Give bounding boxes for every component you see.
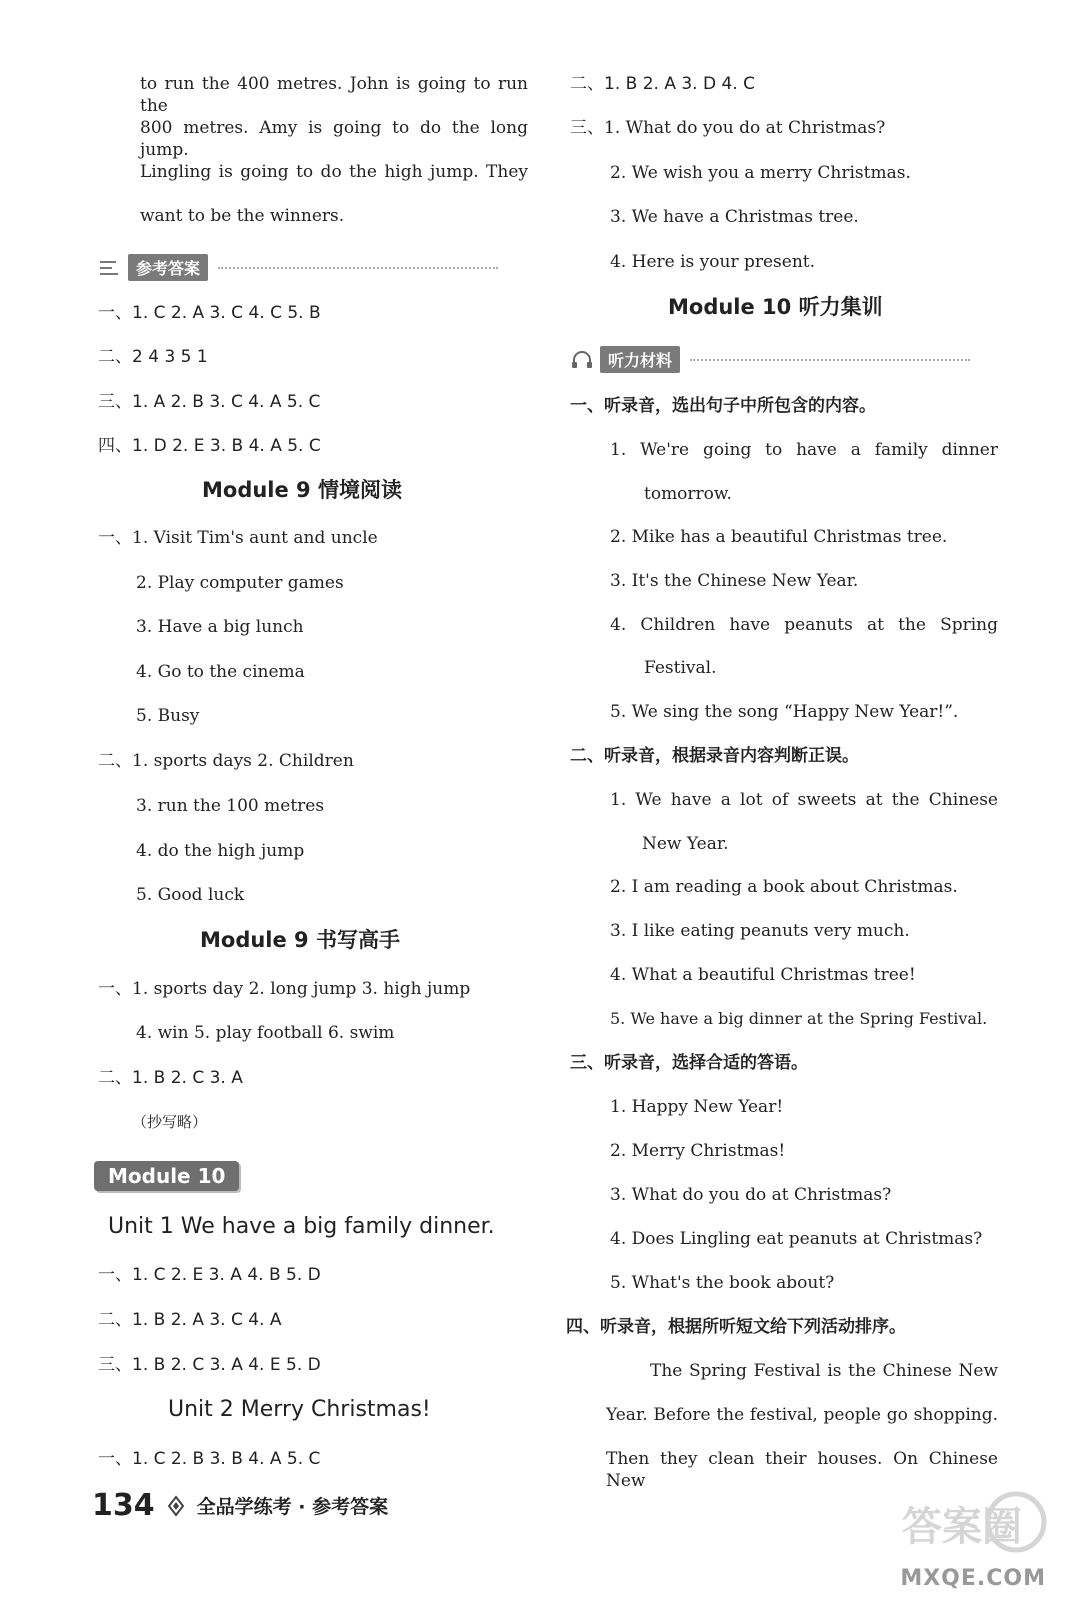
listening-tag xyxy=(570,346,970,373)
passage-line: 800 metres. Amy is going to do the long jump. xyxy=(140,118,528,160)
section-heading: 二、听录音，根据录音内容判断正误。 xyxy=(570,746,859,766)
answer-line: 3. We have a Christmas tree. xyxy=(610,207,859,227)
answer-line: 一、1. Visit Tim's aunt and uncle xyxy=(98,528,378,548)
answer-line: 二、1. sports days 2. Children xyxy=(98,751,354,771)
passage-line: Lingling is going to do the high jump. They xyxy=(140,162,528,182)
answer-line: 4. do the high jump xyxy=(136,841,305,861)
listening-line: 5. What's the book about? xyxy=(610,1273,835,1293)
listening-line: 1. We're going to have a family dinner xyxy=(610,440,998,460)
section-heading: 四、听录音，根据所听短文给下列活动排序。 xyxy=(566,1317,906,1337)
listening-line: 3. I like eating peanuts very much. xyxy=(610,921,910,941)
answer-line: 2. Play computer games xyxy=(136,573,344,593)
answer-line: 2. We wish you a merry Christmas. xyxy=(610,163,911,183)
list-icon xyxy=(98,258,122,278)
listening-line: 2. I am reading a book about Christmas. xyxy=(610,877,958,897)
listening-line: tomorrow. xyxy=(644,484,732,504)
listening-line: Festival. xyxy=(644,658,717,678)
answer-line: 三、1. What do you do at Christmas? xyxy=(570,118,886,138)
divider xyxy=(218,267,498,269)
section-title-m10-listening: Module 10 听力集训 xyxy=(668,295,883,319)
answer-line: 二、2 4 3 5 1 xyxy=(98,347,208,367)
listening-line: 2. Merry Christmas! xyxy=(610,1141,786,1161)
page-footer xyxy=(92,1488,388,1523)
answer-line: 一、1. C 2. B 3. B 4. A 5. C xyxy=(98,1449,321,1469)
book-title: 全品学练考 · 参考答案 xyxy=(196,1496,389,1518)
answer-line: 二、1. B 2. C 3. A xyxy=(98,1068,243,1088)
listening-line: 4. Does Lingling eat peanuts at Christmas? xyxy=(610,1229,983,1249)
answer-line: 一、1. C 2. E 3. A 4. B 5. D xyxy=(98,1265,321,1285)
answer-tag-label: 参考答案 xyxy=(128,254,208,281)
unit1-title: Unit 1 We have a big family dinner. xyxy=(108,1214,495,1239)
divider xyxy=(690,359,970,361)
listening-line: Year. Before the festival, people go shopping. xyxy=(606,1405,998,1425)
watermark-text: 答案圈 xyxy=(902,1504,1022,1550)
listening-line: The Spring Festival is the Chinese New xyxy=(650,1361,998,1381)
answer-line: 4. win 5. play football 6. swim xyxy=(136,1023,395,1043)
answer-line: 一、1. C 2. A 3. C 4. C 5. B xyxy=(98,303,321,323)
section-heading: 一、听录音，选出句子中所包含的内容。 xyxy=(570,396,876,416)
section-heading: 三、听录音，选择合适的答语。 xyxy=(570,1053,808,1073)
note: （抄写略） xyxy=(132,1113,208,1131)
answer-line: 二、1. B 2. A 3. D 4. C xyxy=(570,74,755,94)
answer-line: 四、1. D 2. E 3. B 4. A 5. C xyxy=(98,436,321,456)
listening-line: 4. What a beautiful Christmas tree! xyxy=(610,965,916,985)
answer-line: 二、1. B 2. A 3. C 4. A xyxy=(98,1310,282,1330)
listening-line: 5. We sing the song “Happy New Year!”. xyxy=(610,702,959,722)
module-badge: Module 10 xyxy=(94,1161,239,1191)
diamond-icon xyxy=(165,1495,187,1517)
listening-line: Then they clean their houses. On Chinese New xyxy=(606,1449,998,1491)
answer-line: 3. Have a big lunch xyxy=(136,617,304,637)
listening-line: 1. We have a lot of sweets at the Chinese xyxy=(610,790,998,810)
section-title-m9-reading: Module 9 情境阅读 xyxy=(202,478,402,502)
passage-line: want to be the winners. xyxy=(140,206,345,226)
answer-line: 三、1. B 2. C 3. A 4. E 5. D xyxy=(98,1355,321,1375)
answer-line: 5. Good luck xyxy=(136,885,245,905)
answer-line: 4. Go to the cinema xyxy=(136,662,305,682)
answer-line: 一、1. sports day 2. long jump 3. high jump xyxy=(98,979,471,999)
listening-tag-label: 听力材料 xyxy=(600,346,680,373)
watermark-url: MXQE.COM xyxy=(900,1566,1046,1591)
listening-line: 1. Happy New Year! xyxy=(610,1097,784,1117)
listening-line: 5. We have a big dinner at the Spring Festival. xyxy=(610,1009,988,1028)
unit2-title: Unit 2 Merry Christmas! xyxy=(168,1397,431,1422)
listening-line: 2. Mike has a beautiful Christmas tree. xyxy=(610,527,948,547)
listening-line: 3. It's the Chinese New Year. xyxy=(610,571,859,591)
listening-line: New Year. xyxy=(642,834,729,854)
listening-line: 3. What do you do at Christmas? xyxy=(610,1185,892,1205)
answer-line: 3. run the 100 metres xyxy=(136,796,325,816)
answer-line: 5. Busy xyxy=(136,706,200,726)
page-number: 134 xyxy=(92,1488,155,1523)
passage-line: to run the 400 metres. John is going to run the xyxy=(140,74,528,116)
section-title-m9-writing: Module 9 书写高手 xyxy=(200,928,400,952)
headphones-icon xyxy=(570,350,594,370)
answer-tag xyxy=(98,254,498,281)
answer-line: 三、1. A 2. B 3. C 4. A 5. C xyxy=(98,392,321,412)
listening-line: 4. Children have peanuts at the Spring xyxy=(610,615,998,635)
answer-line: 4. Here is your present. xyxy=(610,252,816,272)
